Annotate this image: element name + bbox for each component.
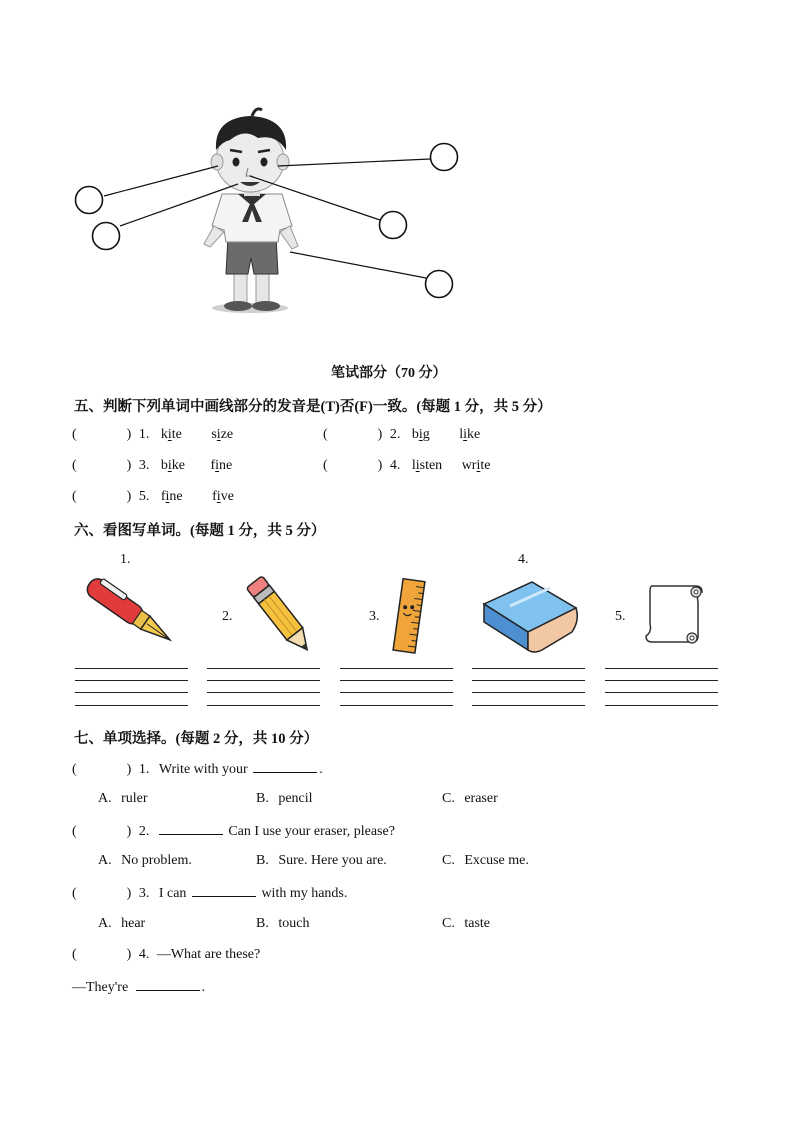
section6-title: 六、看图写单词。(每题 1 分，共 5 分）	[74, 523, 326, 539]
question-3: ( ) 3. I can with my hands.	[72, 886, 348, 901]
question-2: ( ) 2. Can I use your eraser, please?	[72, 824, 395, 839]
answer-blank-q3[interactable]	[192, 884, 256, 897]
option-2b[interactable]: B. Sure. Here you are.	[256, 853, 387, 868]
section5-item-4: ( ) 4. listen write	[323, 458, 491, 473]
answer-paren-q3[interactable]: ( )	[72, 886, 132, 901]
answer-paren-5[interactable]: ( )	[72, 489, 132, 504]
option-2a[interactable]: A. No problem.	[98, 853, 192, 868]
answer-paren-q2[interactable]: ( )	[72, 824, 132, 839]
written-part-title: 笔试部分（70 分）	[331, 366, 447, 381]
pen-icon	[78, 574, 188, 654]
picture-num-2: 2.	[222, 609, 233, 624]
option-3b[interactable]: B. touch	[256, 916, 310, 931]
answer-paren-3[interactable]: ( )	[72, 458, 132, 473]
paper-scroll-icon	[640, 580, 710, 652]
answer-paren-4[interactable]: ( )	[323, 458, 383, 473]
section5-title: 五、判断下列单词中画线部分的发音是(T)否(F)一致。(每题 1 分，共 5 分）	[74, 399, 552, 415]
eraser-icon	[480, 576, 580, 656]
option-2c[interactable]: C. Excuse me.	[442, 853, 529, 868]
section5-item-1: ( ) 1. kite size	[72, 427, 234, 442]
answer-paren-1[interactable]: ( )	[72, 427, 132, 442]
picture-num-5: 5.	[615, 609, 626, 624]
label-circle-right-middle	[380, 212, 407, 239]
label-circle-right-bottom	[426, 271, 453, 298]
boy-illustration	[0, 0, 794, 340]
picture-num-4: 4.	[518, 552, 529, 567]
pencil-icon	[240, 574, 320, 656]
label-circle-right-top	[431, 144, 458, 171]
question-4: ( ) 4. —What are these?	[72, 947, 261, 962]
answer-paren-q4[interactable]: ( )	[72, 947, 132, 962]
section5-item-5: ( ) 5. fine five	[72, 489, 234, 504]
option-3c[interactable]: C. taste	[442, 916, 490, 931]
option-3a[interactable]: A. hear	[98, 916, 146, 931]
answer-blank-q4[interactable]	[136, 978, 200, 991]
option-1a[interactable]: A. ruler	[98, 791, 148, 806]
section5-item-2: ( ) 2. big like	[323, 427, 481, 442]
option-1b[interactable]: B. pencil	[256, 791, 313, 806]
answer-blank-q1[interactable]	[253, 760, 317, 773]
picture-num-1: 1.	[120, 552, 131, 567]
section7-title: 七、单项选择。(每题 2 分，共 10 分）	[74, 731, 319, 747]
question-1: ( ) 1. Write with your .	[72, 762, 323, 777]
label-circle-left-top	[76, 187, 103, 214]
answer-paren-q1[interactable]: ( )	[72, 762, 132, 777]
question-4-answer-line: —They're .	[72, 980, 206, 995]
section5-item-3: ( ) 3. bike fine	[72, 458, 233, 473]
answer-paren-2[interactable]: ( )	[323, 427, 383, 442]
label-circle-left-bottom	[93, 223, 120, 250]
picture-num-3: 3.	[369, 609, 380, 624]
answer-blank-q2[interactable]	[159, 822, 223, 835]
ruler-icon	[390, 576, 430, 656]
option-1c[interactable]: C. eraser	[442, 791, 498, 806]
